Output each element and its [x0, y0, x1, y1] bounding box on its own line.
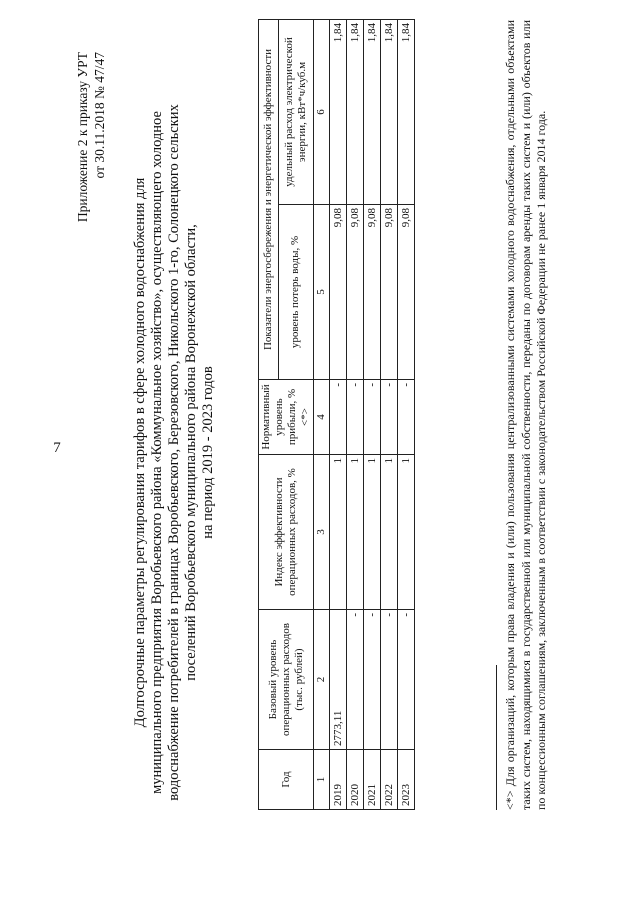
column-number: 5 — [314, 205, 330, 380]
cell-year: 2020 — [347, 750, 364, 810]
footnote: <*> Для организаций, которым права владения и (или) пользования централизованными системами холодного водоснабжения, отдельными объектами таких систем, находящимися в государственной или муниципальной собственности, переданы по договорам аренды таких систем и (или) объектов или по концессионным соглашениям, заключенным в соответствии с законодательством Российской Федерации не ранее 1 января 2014 года. — [503, 20, 548, 810]
cell-power: 1,84 — [398, 19, 415, 204]
table-row — [381, 19, 398, 809]
header-power-consumption: удельный расход электрической энергии, кВт*ч/куб.м — [278, 19, 313, 204]
title-line: водоснабжение потребителей в границах Воробьевского, Березовского, Никольского 1-го, Солонецкого сельских — [166, 104, 182, 801]
cell-efficiency: 1 — [381, 455, 398, 610]
appendix-line-2: от 30.11.2018 № 47/47 — [92, 52, 107, 179]
cell-loss: 9,08 — [330, 205, 347, 380]
title-line: муниципального предприятия Воробьевского района «Коммунальное хозяйство», осуществляющего холодное — [149, 111, 165, 794]
cell-efficiency: 1 — [347, 455, 364, 610]
cell-efficiency: 1 — [398, 455, 415, 610]
cell-efficiency: 1 — [364, 455, 381, 610]
cell-profit: - — [364, 380, 381, 455]
cell-base: 2773,11 — [330, 610, 347, 750]
cell-loss: 9,08 — [364, 205, 381, 380]
title-line: Долгосрочные параметры регулирования тарифов в сфере холодного водоснабжения для — [132, 177, 148, 728]
header-energy-group: Показатели энергосбережения и энергетической эффективности — [259, 19, 279, 379]
cell-profit: - — [381, 380, 398, 455]
cell-power: 1,84 — [330, 19, 347, 204]
cell-efficiency: 1 — [330, 455, 347, 610]
cell-base: - — [364, 610, 381, 750]
cell-base: - — [398, 610, 415, 750]
tariff-parameters-table — [258, 19, 415, 810]
cell-year: 2023 — [398, 750, 415, 810]
cell-year: 2022 — [381, 750, 398, 810]
header-efficiency-index: Индекс эффективности операционных расходов, % — [259, 455, 314, 610]
column-number: 1 — [314, 750, 330, 810]
cell-year: 2021 — [364, 750, 381, 810]
column-number: 3 — [314, 455, 330, 610]
cell-base: - — [347, 610, 364, 750]
column-number: 4 — [314, 380, 330, 455]
column-number: 6 — [314, 19, 330, 204]
header-base-level: Базовый уровень операционных расходов (тыс. рублей) — [259, 610, 314, 750]
header-profit-level: Нормативный уровень прибыли, % <*> — [259, 380, 314, 455]
cell-base: - — [381, 610, 398, 750]
page-number: 7 — [53, 440, 61, 456]
header-water-loss: уровень потерь воды, % — [278, 205, 313, 380]
table-row — [330, 19, 347, 809]
footnote-separator — [496, 665, 497, 810]
cell-loss: 9,08 — [381, 205, 398, 380]
cell-power: 1,84 — [381, 19, 398, 204]
table-row — [398, 19, 415, 809]
cell-profit: - — [398, 380, 415, 455]
cell-loss: 9,08 — [347, 205, 364, 380]
title-line: на период 2019 - 2023 годов — [200, 366, 216, 539]
column-number: 2 — [314, 610, 330, 750]
appendix-line-1: Приложение 2 к приказу УРТ — [75, 52, 90, 223]
cell-year: 2019 — [330, 750, 347, 810]
table-row — [364, 19, 381, 809]
header-year: Год — [259, 750, 314, 810]
cell-power: 1,84 — [347, 19, 364, 204]
document-title — [132, 90, 217, 815]
cell-loss: 9,08 — [398, 205, 415, 380]
appendix-note — [74, 52, 108, 372]
table-row — [347, 19, 364, 809]
cell-profit: - — [347, 380, 364, 455]
cell-profit: - — [330, 380, 347, 455]
title-line: поселений Воробьевского муниципального района Воронежской области, — [183, 224, 199, 681]
cell-power: 1,84 — [364, 19, 381, 204]
